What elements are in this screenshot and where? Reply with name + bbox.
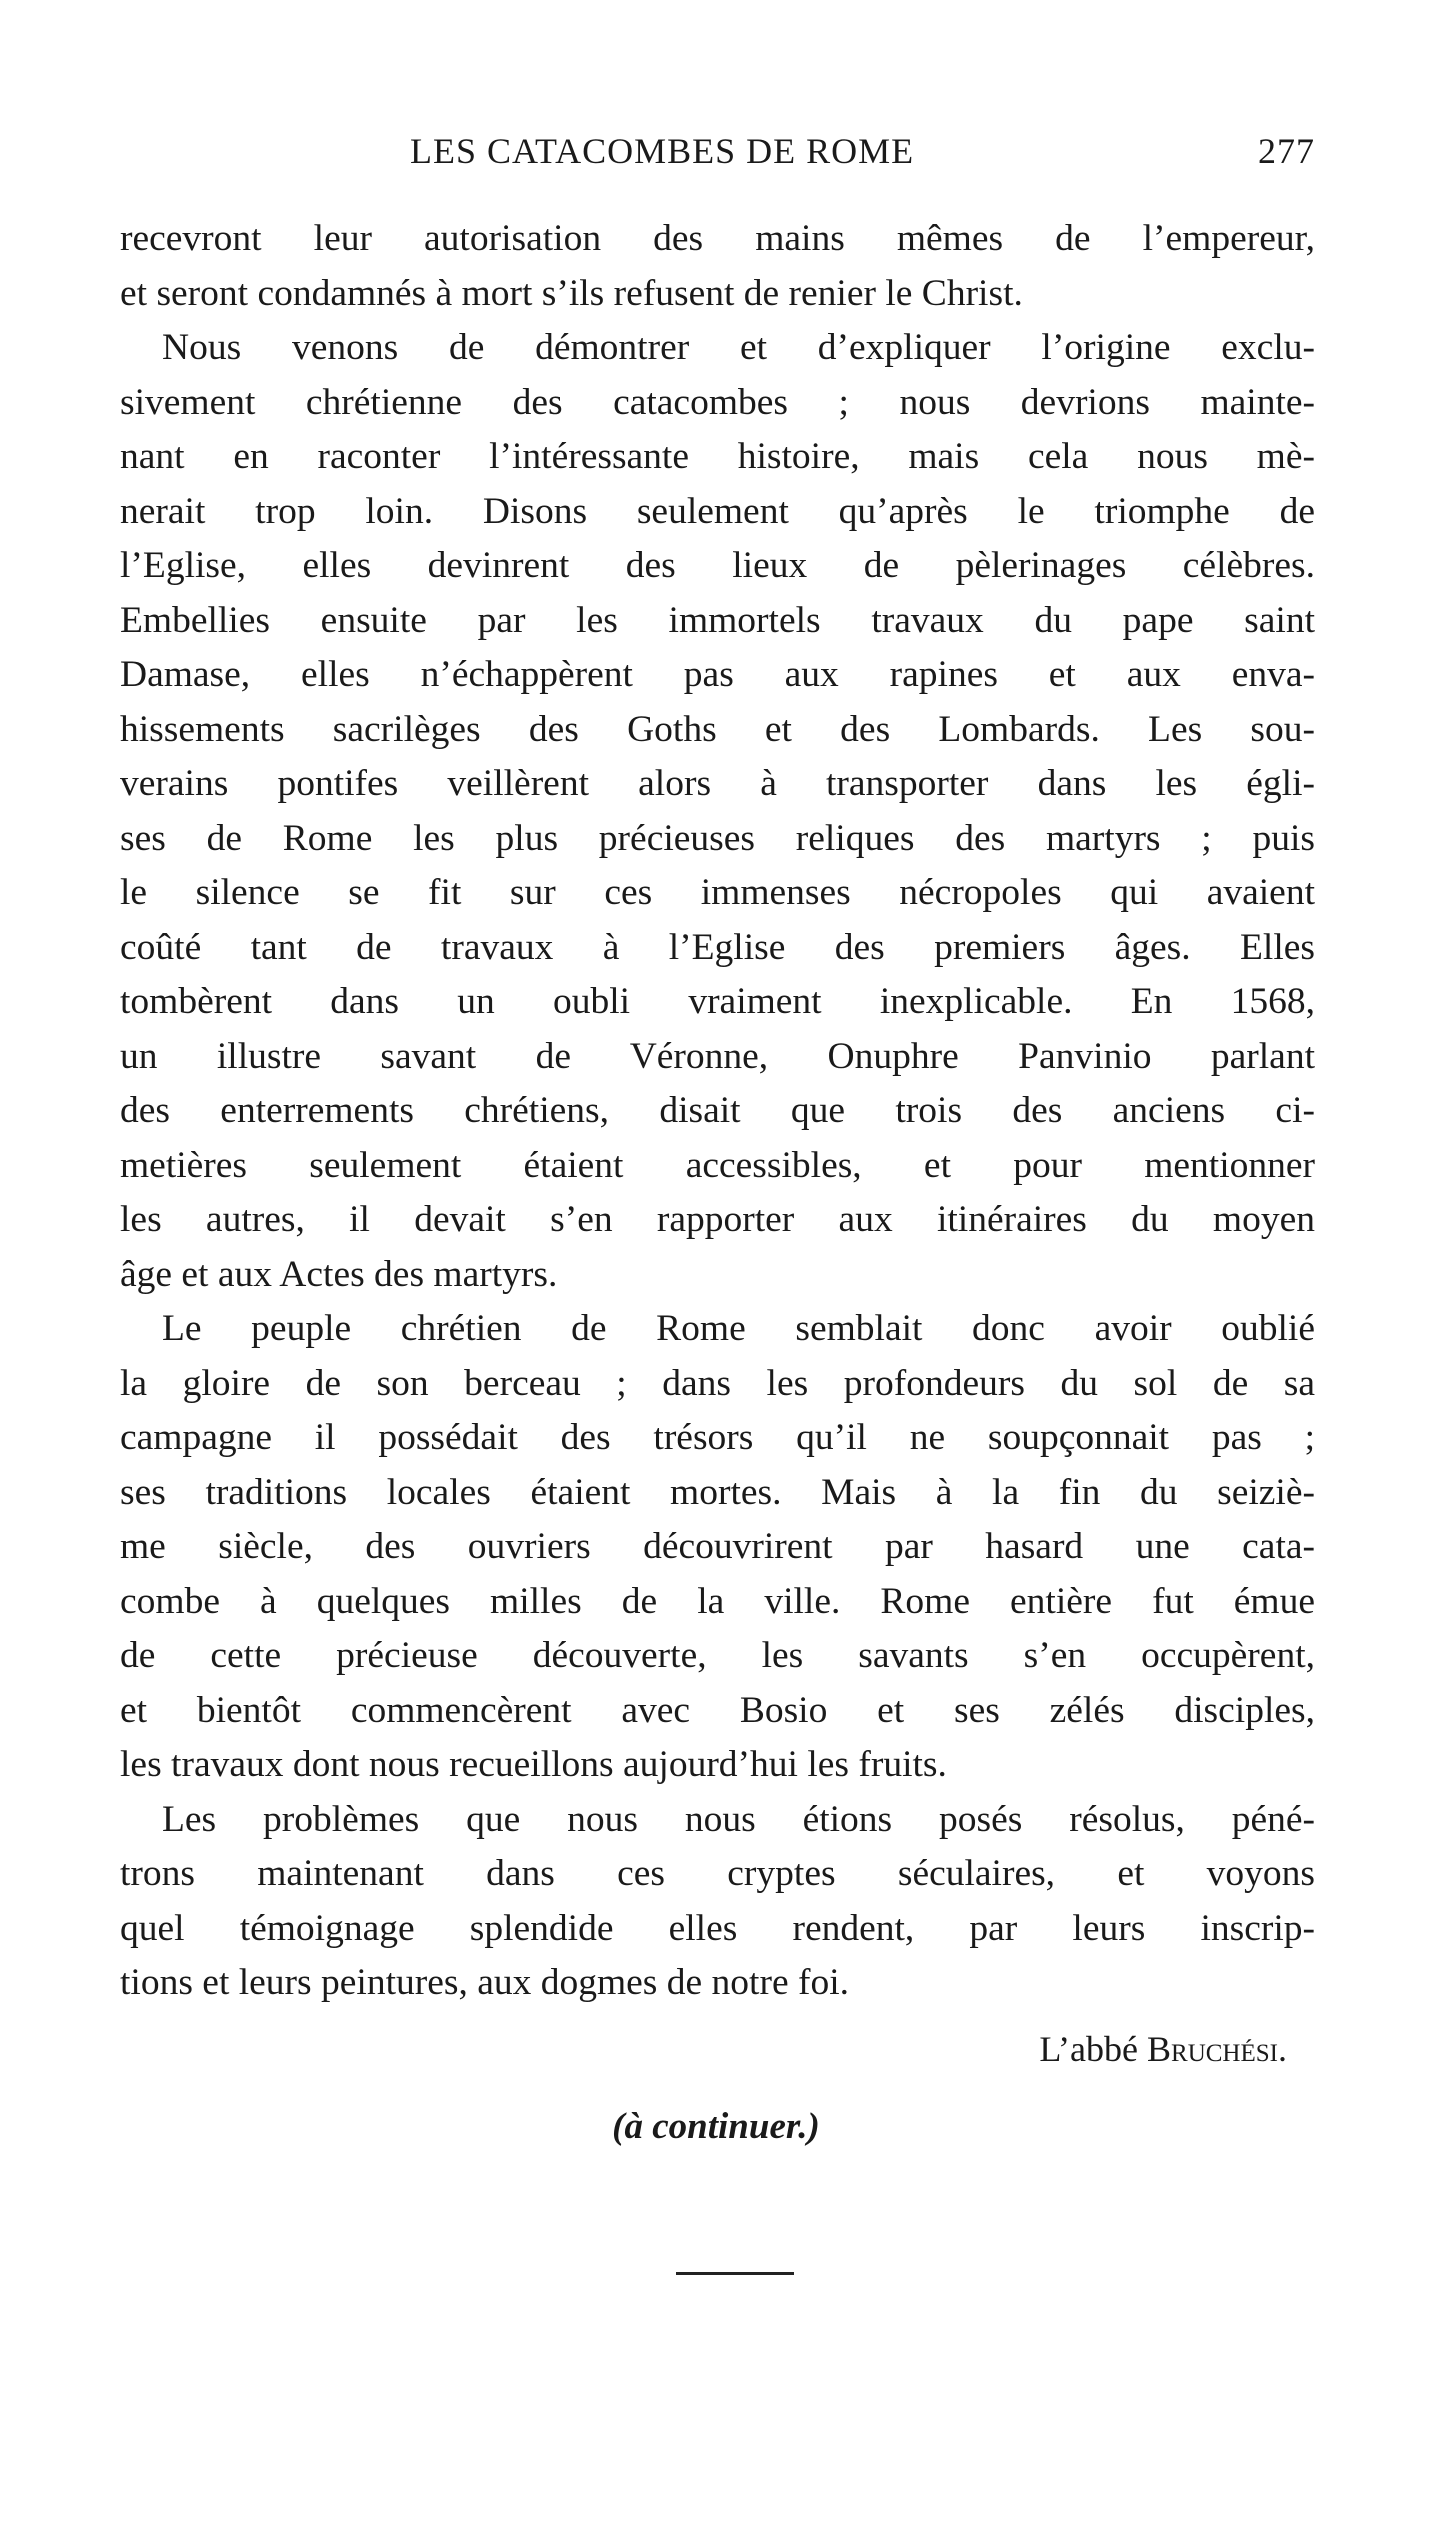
text-line: campagne il possédait des trésors qu’il ne soupçonnait pas ; (120, 1417, 1315, 1458)
paragraph (120, 321, 1315, 1302)
text-line: l’Eglise, elles devinrent des lieux de pèlerinages célèbres. (120, 545, 1315, 586)
text-line: combe à quelques milles de la ville. Rome entière fut émue (120, 1580, 1315, 1622)
text-line: le silence se fit sur ces immenses nécropoles qui avaient (120, 872, 1315, 913)
end-rule (676, 2272, 794, 2275)
text-line: quel témoignage splendide elles rendent, par leurs inscrip- (120, 1907, 1315, 1949)
text-line: ses de Rome les plus précieuses reliques des martyrs ; puis (120, 817, 1315, 859)
signature-name: Bruchési. (1147, 2029, 1287, 2069)
text-line: des enterrements chrétiens, disait que trois des anciens ci- (120, 1090, 1315, 1131)
signature-prefix: L’abbé (1039, 2029, 1139, 2069)
paragraph (120, 212, 1315, 321)
continuation-note: (à continuer.) (612, 2106, 820, 2147)
text-line: les autres, il devait s’en rapporter aux itinéraires du moyen (120, 1199, 1315, 1240)
author-signature (1039, 2028, 1287, 2070)
text-line: Le peuple chrétien de Rome semblait donc avoir oublié (162, 1308, 1315, 1349)
page-number: 277 (1258, 131, 1315, 171)
text-line: un illustre savant de Véronne, Onuphre Panvinio parlant (120, 1035, 1315, 1077)
text-line: et bientôt commencèrent avec Bosio et ses zélés disciples, (120, 1689, 1315, 1731)
text-line: coûté tant de travaux à l’Eglise des premiers âges. Elles (120, 926, 1315, 968)
text-line: nerait trop loin. Disons seulement qu’après le triomphe de (120, 490, 1315, 532)
text-line: les travaux dont nous recueillons aujourd’hui les fruits. (120, 1744, 947, 1785)
text-line: ses traditions locales étaient mortes. Mais à la fin du seiziè- (120, 1471, 1315, 1513)
paragraph (120, 1793, 1315, 2011)
text-line: verains pontifes veillèrent alors à transporter dans les égli- (120, 763, 1315, 804)
running-title: LES CATACOMBES DE ROME (410, 131, 915, 171)
text-line: Embellies ensuite par les immortels travaux du pape saint (120, 599, 1315, 641)
paragraph (120, 1302, 1315, 1793)
text-line: et seront condamnés à mort s’ils refusent de renier le Christ. (120, 272, 1023, 314)
page-header (120, 130, 1315, 180)
text-line: hissements sacrilèges des Goths et des Lombards. Les sou- (120, 708, 1315, 750)
text-line: tombèrent dans un oubli vraiment inexplicable. En 1568, (120, 981, 1315, 1022)
text-line: Nous venons de démontrer et d’expliquer l’origine exclu- (162, 327, 1315, 368)
text-line: trons maintenant dans ces cryptes séculaires, et voyons (120, 1853, 1315, 1894)
text-line: metières seulement étaient accessibles, et pour mentionner (120, 1144, 1315, 1186)
text-line: de cette précieuse découverte, les savants s’en occupèrent, (120, 1635, 1315, 1676)
text-line: âge et aux Actes des martyrs. (120, 1253, 558, 1295)
text-line: nant en raconter l’intéressante histoire, mais cela nous mè- (120, 436, 1315, 477)
text-line: recevront leur autorisation des mains mêmes de l’empereur, (120, 218, 1315, 259)
text-line: me siècle, des ouvriers découvrirent par hasard une cata- (120, 1526, 1315, 1567)
text-line: sivement chrétienne des catacombes ; nous devrions mainte- (120, 381, 1315, 423)
text-line: Damase, elles n’échappèrent pas aux rapines et aux enva- (120, 654, 1315, 695)
text-line: Les problèmes que nous nous étions posés résolus, péné- (162, 1798, 1315, 1840)
body-text (120, 212, 1315, 2011)
text-line: tions et leurs peintures, aux dogmes de notre foi. (120, 1962, 849, 2003)
text-line: la gloire de son berceau ; dans les profondeurs du sol de sa (120, 1362, 1315, 1404)
